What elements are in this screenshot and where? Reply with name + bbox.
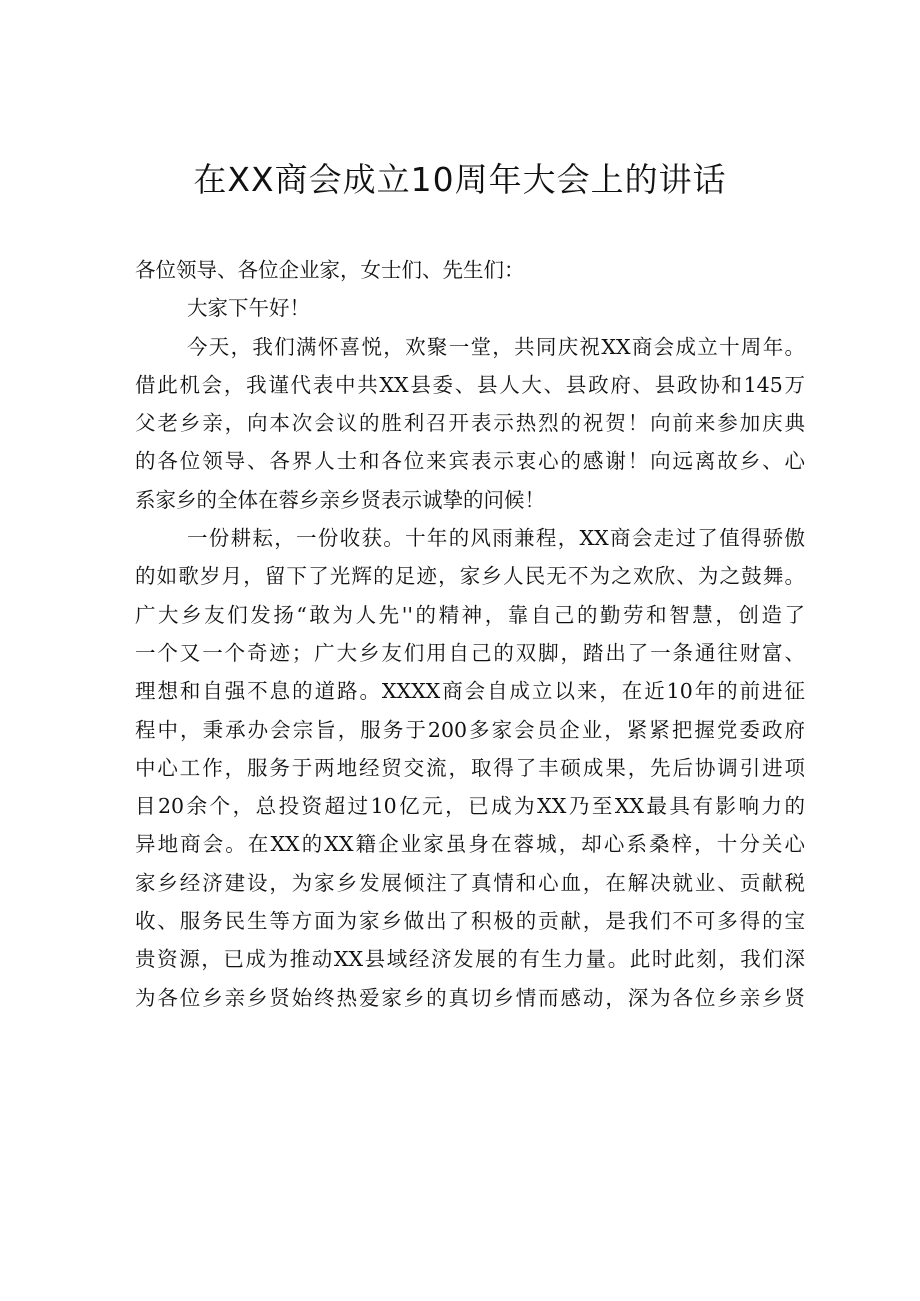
body-line: 为各位乡亲乡贤始终热爱家乡的真切乡情而感动，深为各位乡亲乡贤	[135, 985, 805, 1010]
body-line: 各位领导、各位企业家，女士们、先生们：	[135, 258, 525, 282]
document-body	[135, 251, 805, 1017]
body-line: 的如歌岁月，留下了光辉的足迹，家乡人民无不为之欢欣、为之鼓舞。	[135, 564, 805, 589]
body-line: 收、服务民生等方面为家乡做出了积极的贡献，是我们不可多得的宝	[135, 909, 805, 934]
body-line: 今天，我们满怀喜悦，欢聚一堂，共同庆祝XX商会成立十周年。	[187, 334, 805, 359]
body-line: 的各位领导、各界人士和各位来宾表示衷心的感谢！向远离故乡、心	[135, 449, 805, 474]
body-line: 家乡经济建设，为家乡发展倾注了真情和心血，在解决就业、贡献税	[135, 870, 805, 895]
body-line: 目20余个，总投资超过10亿元，已成为XX乃至XX最具有影响力的	[135, 794, 805, 819]
body-line: 广大乡友们发扬“敢为人先''的精神，靠自己的勤劳和智慧，创造了	[135, 602, 805, 627]
body-line: 贵资源，已成为推动XX县域经济发展的有生力量。此时此刻，我们深	[135, 947, 805, 972]
body-line: 父老乡亲，向本次会议的胜利召开表示热烈的祝贺！向前来参加庆典	[135, 411, 805, 436]
body-line: 中心工作，服务于两地经贸交流，取得了丰硕成果，先后协调引进项	[135, 755, 805, 780]
body-line: 一份耕耘，一份收获。十年的风雨兼程，XX商会走过了值得骄傲	[187, 526, 805, 551]
body-line: 借此机会，我谨代表中共XX县委、县人大、县政府、县政协和145万	[135, 372, 805, 397]
body-line: 一个又一个奇迹；广大乡友们用自己的双脚，踏出了一条通往财富、	[135, 640, 805, 665]
body-line: 理想和自强不息的道路。XXXX商会自成立以来，在近10年的前进征	[135, 679, 805, 704]
body-line: 大家下午好！	[187, 296, 310, 321]
body-line: 系家乡的全体在蓉乡亲乡贤表示诚挚的问候！	[135, 487, 545, 512]
body-line: 程中，秉承办会宗旨，服务于200多家会员企业，紧紧把握党委政府	[135, 717, 805, 742]
body-line: 异地商会。在XX的XX籍企业家虽身在蓉城，却心系桑梓，十分关心	[135, 832, 805, 857]
document-title: 在XX商会成立10周年大会上的讲话	[193, 160, 727, 199]
